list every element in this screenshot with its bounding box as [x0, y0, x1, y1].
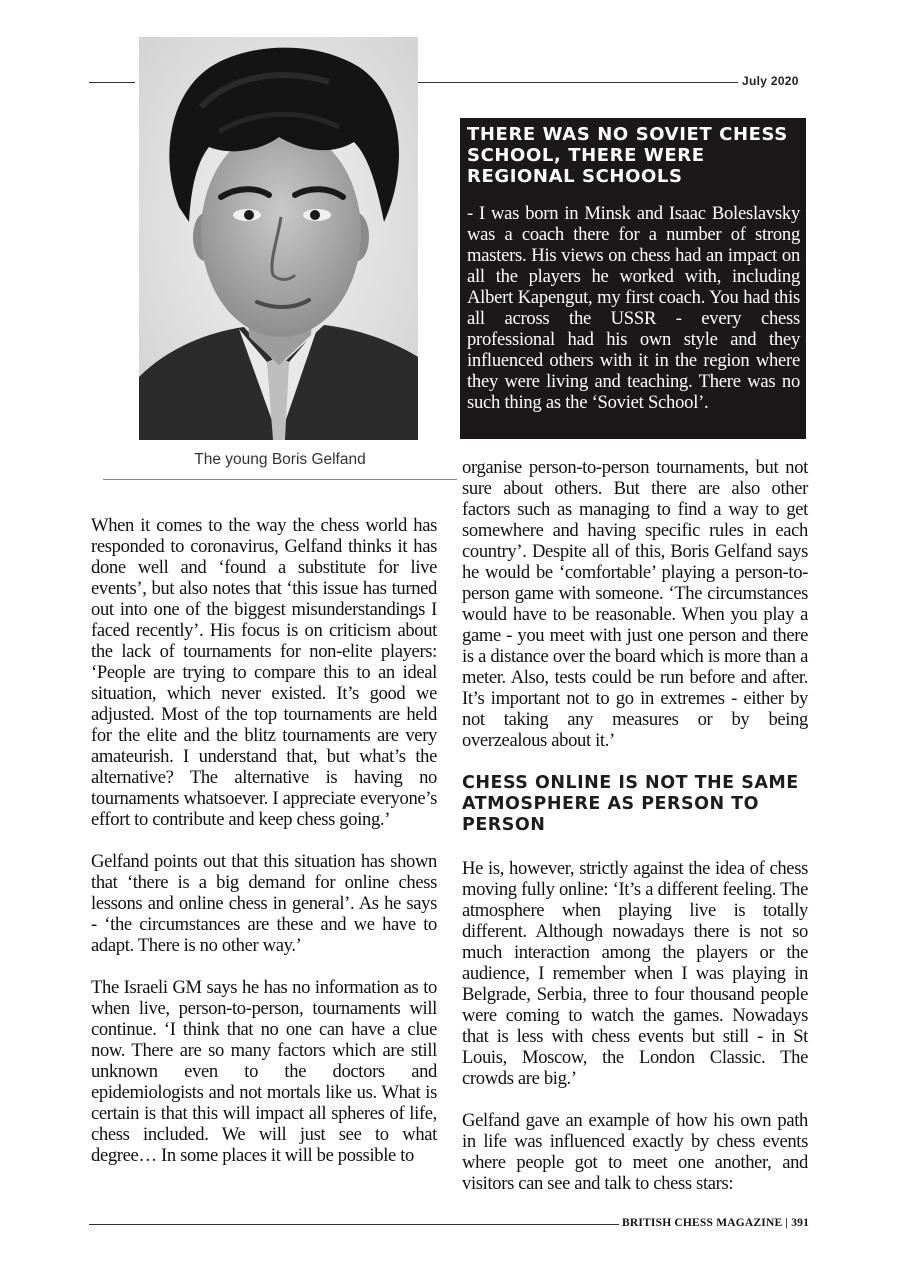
section-heading: CHESS ONLINE IS NOT THE SAME ATMOSPHERE AS PERSON TO PERSON [462, 773, 799, 835]
footer-rule [89, 1224, 619, 1225]
sidebar-box [460, 118, 806, 439]
left-paragraph-1: When it comes to the way the chess world has responded to coronavirus, Gelfand thinks it has done well and ‘found a substitute for live events’, but also notes that ‘this issue has turned out into one of the biggest misunderstandings I faced recently’. His focus is on criticism about the lack of tournaments for non-elite players: ‘People are trying to compare this to an ideal situation, which never existed. It’s good we adjusted. Most of the top tournaments are held for the elite and the blitz tournaments are very amateurish. I understand that, but what’s the alternative? The alternative is having no tournaments whatsoever. I appreciate everyone’s effort to contribute and keep chess going.’ [91, 515, 437, 830]
right-paragraph-2: Gelfand gave an example of how his own path in life was influenced exactly by chess events where people got to meet one another, and visitors can see and talk to chess stars: [462, 1110, 808, 1194]
sidebar-heading: THERE WAS NO SOVIET CHESS SCHOOL, THERE WERE REGIONAL SCHOOLS [467, 124, 788, 187]
photo-caption: The young Boris Gelfand [194, 451, 366, 468]
caption-rule [103, 479, 457, 480]
right-paragraph-1: He is, however, strictly against the idea of chess moving fully online: ‘It’s a different feeling. The atmosphere when playing live is totally different. Although nowadays there is not so much interaction among the players or the audience, I remember when I was playing in Belgrade, Serbia, three to four thousand people were coming to watch the games. Nowadays that is less with chess events but still - in St Louis, Moscow, the London Classic. The crowds are big.’ [462, 858, 808, 1089]
issue-date: July 2020 [742, 74, 799, 88]
footer-page-label: BRITISH CHESS MAGAZINE | 391 [622, 1217, 810, 1229]
left-paragraph-3: The Israeli GM says he has no information as to when live, person-to-person, tournaments will continue. ‘I think that no one can have a clue now. There are so many factors which are still unknown even to the doctors and epidemiologists and not mortals like us. What is certain is that this will impact all spheres of life, chess included. We will just see to what degree… In some places it will be possible to [91, 977, 437, 1166]
left-column [91, 515, 437, 1187]
right-column [462, 457, 808, 1215]
sidebar-text: - I was born in Minsk and Isaac Boleslavsky was a coach there for a number of strong masters. His views on chess had an impact on all the players he worked with, including Albert Kapengut, my first coach. You had this all across the USSR - every chess professional had his own style and they influenced others with it in the region where they were living and teaching. There was no such thing as the ‘Soviet School’. [467, 203, 800, 413]
right-continuation-paragraph: organise person-to-person tournaments, but not sure about others. But there are also other factors such as managing to find a way to get somewhere and having specific rules in each country’. Despite all of this, Boris Gelfand says he would be ‘comfortable’ playing a person-to-person game with someone. ‘The circumstances would have to be reasonable. When you play a game - you meet with just one person and there is a distance over the board which is more than a meter. Also, tests could be run before and after. It’s important not to go in extremes - either by not taking any measures or by being overzealous about it.’ [462, 457, 808, 751]
left-paragraph-2: Gelfand points out that this situation has shown that ‘there is a big demand for online chess lessons and online chess in general’. As he says - ‘the circumstances are these and we have to adapt. There is no other way.’ [91, 851, 437, 956]
header-rule-right [418, 82, 738, 83]
portrait-photo [139, 37, 418, 440]
header-rule-left [89, 82, 135, 83]
